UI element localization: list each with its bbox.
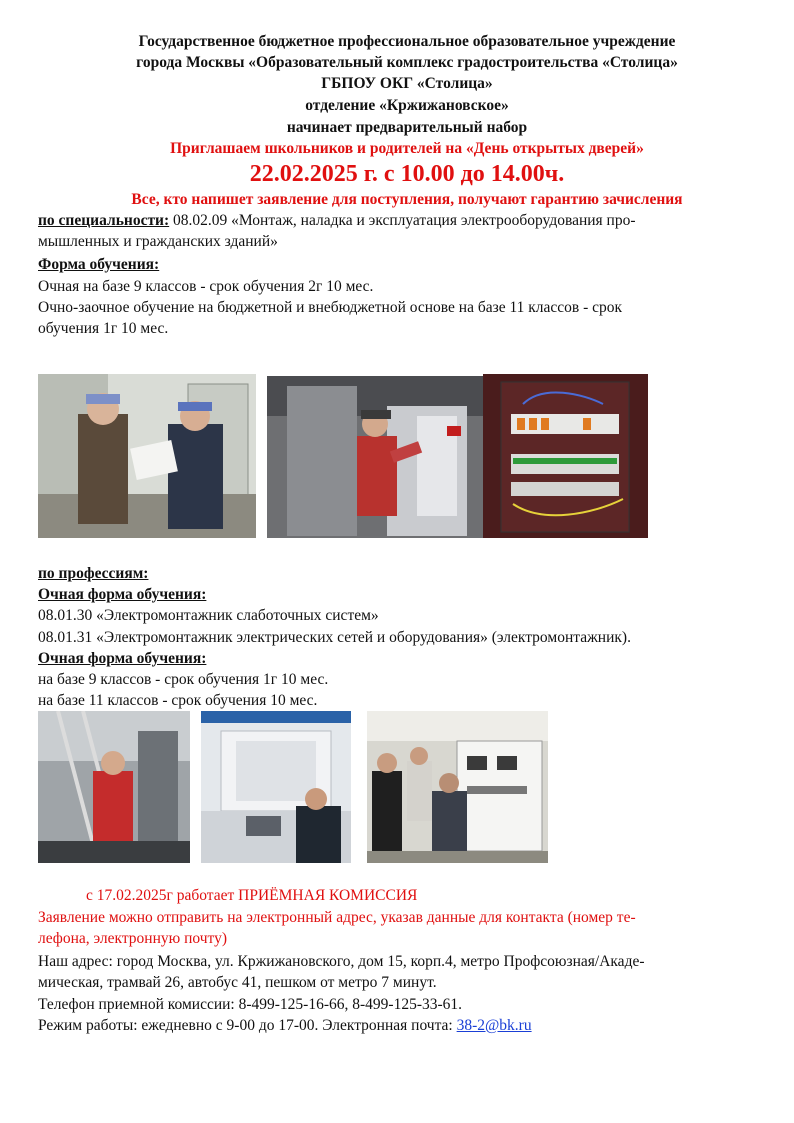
student-at-laptop-photo <box>201 711 351 863</box>
professions-term-1: на базе 9 классов - срок обучения 1г 10 мес. <box>38 671 329 688</box>
study-form-parttime: Очно-заочное обучение на бюджетной и внебюджетной основе на базе 11 классов - срок <box>38 299 623 316</box>
email-application-note-cont: лефона, электронную почту) <box>38 930 228 947</box>
specialty-text: 08.02.09 «Монтаж, наладка и эксплуатация электрооборудования про- <box>169 212 636 229</box>
professions-heading: по профессиям: <box>38 565 149 582</box>
profession-item-2: 08.01.31 «Электромонтажник электрических сетей и оборудования» (электромонтажник). <box>38 629 631 646</box>
department-name: отделение «Кржижановское» <box>305 97 509 114</box>
email-application-note: Заявление можно отправить на электронный адрес, указав данные для контакта (номер те- <box>38 909 636 926</box>
enrollment-guarantee: Все, кто напишет заявление для поступления, получают гарантию зачисления <box>131 191 683 208</box>
address-line-cont: мическая, трамвай 26, автобус 41, пешком от метро 7 минут. <box>38 974 437 991</box>
professions-form-heading-2: Очная форма обучения: <box>38 650 207 667</box>
study-form-heading: Форма обучения: <box>38 256 160 273</box>
institution-line-1: Государственное бюджетное профессиональное образовательное учреждение <box>138 33 676 50</box>
open-day-invite: Приглашаем школьников и родителей на «День открытых дверей» <box>170 140 644 157</box>
study-form-fulltime: Очная на базе 9 классов - срок обучения 2г 10 мес. <box>38 278 374 295</box>
specialty-line <box>38 210 768 231</box>
profession-item-1: 08.01.30 «Электромонтажник слаботочных систем» <box>38 607 379 624</box>
specialty-text-cont: мышленных и гражданских зданий» <box>38 233 278 250</box>
address-line: Наш адрес: город Москва, ул. Кржижановского, дом 15, корп.4, метро Профсоюзная/Акаде- <box>38 953 645 970</box>
students-at-panel-photo <box>38 374 256 538</box>
professions-form-heading: Очная форма обучения: <box>38 586 207 603</box>
hours-text: Режим работы: ежедневно с 9-00 до 17-00. Электронная почта: <box>38 1017 457 1034</box>
student-on-ladder-photo <box>38 711 190 863</box>
enrollment-announcement: начинает предварительный набор <box>286 119 528 136</box>
student-at-switchgear-photo <box>267 376 483 538</box>
institution-line-2: города Москвы «Образовательный комплекс градостроительства «Столица» <box>136 54 678 71</box>
electrical-cabinet-photo <box>483 374 648 538</box>
open-day-date: 22.02.2025 г. с 10.00 до 14.00ч. <box>249 161 565 187</box>
phone-line: Телефон приемной комиссии: 8-499-125-16-66, 8-499-125-33-61. <box>38 996 463 1013</box>
group-in-lab-photo <box>367 711 548 863</box>
specialty-label: по специальности: <box>38 212 170 229</box>
admission-commission-notice: с 17.02.2025г работает ПРИЁМНАЯ КОМИССИЯ <box>86 887 418 904</box>
email-link[interactable]: 38-2@bk.ru <box>456 1017 532 1034</box>
professions-term-2: на базе 11 классов - срок обучения 10 мес. <box>38 692 318 709</box>
institution-abbrev: ГБПОУ ОКГ «Столица» <box>321 75 493 92</box>
hours-line <box>38 1015 768 1036</box>
study-form-parttime-cont: обучения 1г 10 мес. <box>38 320 169 337</box>
